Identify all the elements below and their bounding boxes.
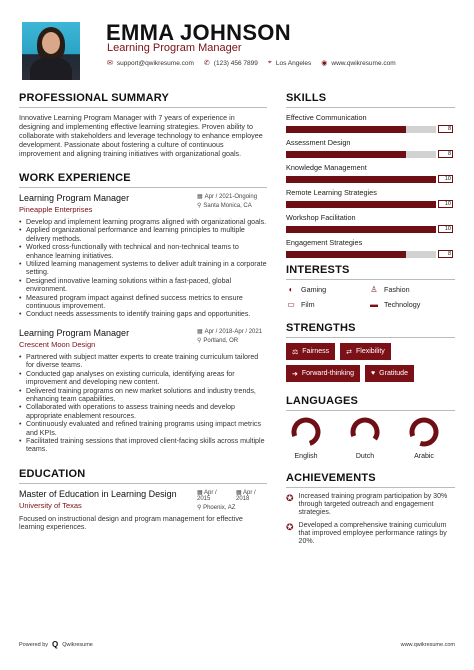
contact-website[interactable]: www.qwikresume.com: [331, 59, 396, 67]
strength-label: Forward-thinking: [301, 370, 355, 377]
skill-score: 10: [438, 225, 453, 233]
language-name: English: [294, 453, 318, 460]
skill-name: Remote Learning Strategies: [286, 188, 377, 197]
strength-tag: [340, 343, 391, 360]
contact-bar: [107, 59, 396, 67]
bullet-item: • Continuously evaluated and refined training programs using impact metrics and KPIs.: [19, 420, 267, 437]
bullet-item: • Applied organizational performance and learning principles to multiple delivery methods.: [19, 226, 267, 243]
summary-heading: PROFESSIONAL SUMMARY: [19, 92, 267, 108]
skill-item: [286, 213, 455, 233]
skill-bar-track: [286, 201, 436, 208]
strengths-list: [286, 343, 455, 382]
achievement-text: Increased training program participation by 30% through targeted outreach and engagement strategies.: [298, 493, 448, 517]
interest-item: [369, 285, 449, 294]
candidate-name: EMMA JOHNSON: [106, 20, 291, 45]
skill-bar-track: [286, 226, 436, 233]
skill-bar: [286, 225, 455, 233]
trophy-icon: ✪: [286, 521, 294, 532]
skill-name: Effective Communication: [286, 113, 367, 122]
skill-score: 8: [438, 125, 453, 133]
language-item: [404, 416, 444, 460]
contact-phone: (123) 456 7899: [213, 59, 258, 67]
arrow-right-icon: ➜: [292, 370, 298, 378]
calendar-icon: ▦: [236, 489, 242, 496]
job-bullets: [19, 353, 267, 454]
skill-name: Workshop Facilitation: [286, 213, 356, 222]
arrows-icon: ⇄: [346, 348, 352, 356]
footer: [19, 640, 455, 649]
experience-heading: WORK EXPERIENCE: [19, 172, 267, 188]
fashion-icon: ♙: [370, 285, 378, 294]
skill-bar-track: [286, 126, 436, 133]
gamepad-icon: ◐: [288, 285, 294, 294]
job-entry: [19, 193, 267, 319]
laptop-icon: ▬: [370, 300, 378, 309]
job-dates: Apr / 2018-Apr / 2021: [204, 328, 263, 335]
profile-photo: [22, 22, 80, 80]
resume-header: [0, 0, 474, 86]
strength-tag: [286, 365, 360, 382]
interests-heading: INTERESTS: [286, 264, 455, 280]
summary-text: Innovative Learning Program Manager with 7 years of experience in designing and implementing effective learning strategies. Proven ability to collaborate with stakeholders and leverage technology to enhance employee development. Passionate about fostering a culture of continuous improvement and aligning training initiatives with organizational goals.: [19, 113, 263, 158]
skill-bar: [286, 150, 455, 158]
interest-label: Technology: [384, 300, 421, 309]
interest-item: [286, 285, 369, 294]
edu-location: Phoenix, AZ: [203, 504, 236, 511]
edu-start: Apr / 2015: [197, 489, 217, 502]
strength-tag: [365, 365, 414, 382]
skill-item: [286, 113, 455, 133]
job-location: Portland, OR: [203, 337, 239, 344]
achievement-item: [286, 522, 455, 547]
left-column: [19, 92, 267, 532]
powered-by-label: Powered by: [19, 641, 49, 648]
edu-description: Focused on instructional design and program management for effective learning experiences.: [19, 514, 243, 532]
brand-name[interactable]: Qwikresume: [62, 641, 93, 648]
languages-list: [286, 416, 444, 460]
film-icon: ▭: [287, 300, 295, 309]
edu-degree: Master of Education in Learning Design: [19, 488, 177, 499]
skill-score: 8: [438, 250, 453, 258]
phone-icon: ✆: [203, 60, 210, 67]
calendar-icon: ▦: [197, 328, 203, 335]
language-item: [286, 416, 326, 460]
location-icon: ⌖: [267, 59, 272, 66]
skills-list: [286, 113, 455, 258]
skill-bar-track: [286, 176, 436, 183]
job-entry: [19, 328, 267, 454]
bullet-item: • Partnered with subject matter experts to create training curriculum tailored for diverse teams.: [19, 353, 267, 370]
calendar-icon: ▦: [197, 194, 203, 200]
bullet-item: • Collaborated with operations to assess training needs and develop appropriate enablement resources.: [19, 403, 267, 420]
email-icon: ✉: [107, 60, 113, 67]
skill-item: [286, 138, 455, 158]
job-title: Learning Program Manager: [19, 327, 130, 338]
achievement-item: [286, 493, 455, 518]
language-name: Dutch: [355, 453, 375, 460]
job-title: Learning Program Manager: [19, 193, 130, 203]
job-company: Crescent Moon Design: [19, 339, 96, 349]
strength-label: Flexibility: [356, 348, 385, 355]
interest-label: Gaming: [301, 285, 327, 294]
strength-tag: [286, 343, 335, 360]
edu-end: Apr / 2018: [236, 489, 256, 502]
skill-name: Engagement Strategies: [286, 238, 363, 247]
job-dates: Apr / 2021-Ongoing: [204, 194, 258, 200]
contact-location: Los Angeles: [275, 59, 312, 67]
candidate-title: Learning Program Manager: [107, 42, 242, 54]
heart-icon: ♥: [371, 370, 376, 377]
language-ring: [408, 416, 440, 448]
interest-item: [369, 300, 449, 309]
bullet-item: • Measured program impact against defined success metrics to ensure continuous improvement.: [19, 294, 267, 311]
skill-bar: [286, 250, 455, 258]
contact-email[interactable]: support@qwikresume.com: [116, 59, 194, 67]
job-company: Pineapple Enterprises: [19, 205, 93, 214]
achievements-heading: ACHIEVEMENTS: [286, 472, 455, 488]
bullet-item: • Conduct needs assessments to identify training gaps and opportunities.: [19, 310, 267, 318]
skill-score: 10: [438, 175, 453, 183]
skill-bar-track: [286, 251, 436, 258]
skill-bar-track: [286, 151, 436, 158]
bullet-item: • Worked cross-functionally with technical and non-technical teams to enhance learning initiatives.: [19, 243, 267, 260]
skill-score: 8: [438, 150, 453, 158]
skills-heading: SKILLS: [286, 92, 455, 108]
scale-icon: ⚖: [292, 348, 299, 356]
education-entry: [19, 489, 267, 511]
bullet-item: • Utilized learning management systems to deliver adult training in a corporate setting.: [19, 260, 267, 277]
bullet-item: • Facilitated training sessions that improved client-facing skills across multiple teams.: [19, 437, 267, 454]
skill-item: [286, 163, 455, 183]
interest-item: [286, 300, 369, 309]
pin-icon: ⚲: [197, 203, 202, 209]
skill-bar-fill: [286, 176, 436, 183]
bullet-item: • Develop and implement learning programs aligned with organizational goals.: [19, 218, 267, 226]
language-ring: [290, 416, 322, 448]
interest-label: Film: [301, 300, 315, 309]
job-bullets: [19, 218, 267, 319]
skill-name: Assessment Design: [286, 138, 351, 147]
education-heading: EDUCATION: [19, 468, 267, 484]
pin-icon: ⚲: [197, 504, 202, 511]
calendar-icon: ▦: [197, 489, 203, 496]
trophy-icon: ✪: [286, 493, 294, 503]
footer-website[interactable]: www.qwikresume.com: [400, 641, 455, 648]
right-column: [286, 92, 455, 550]
skill-bar-fill: [286, 151, 406, 158]
language-name: Arabic: [414, 453, 434, 460]
skill-name: Knowledge Management: [286, 163, 367, 172]
skill-item: [286, 188, 455, 208]
skill-score: 10: [438, 200, 453, 208]
bullet-item: • Designed innovative learning solutions within a fast-paced, global environment.: [19, 277, 267, 294]
skill-bar-fill: [286, 201, 436, 208]
bullet-item: • Delivered training programs on new market solutions and industry trends, enhancing team capabilities.: [19, 387, 267, 404]
achievement-text: Developed a comprehensive training curriculum that improved employee performance ratings by 20%.: [298, 521, 447, 546]
strength-label: Fairness: [302, 348, 330, 355]
languages-heading: LANGUAGES: [286, 395, 455, 411]
skill-bar: [286, 175, 455, 183]
interest-label: Fashion: [384, 285, 410, 294]
pin-icon: ⚲: [197, 337, 202, 344]
language-item: [345, 416, 385, 460]
interests-list: [286, 285, 455, 309]
globe-icon: ◉: [321, 60, 328, 67]
job-location: Santa Monica, CA: [203, 203, 252, 209]
skill-bar-fill: [286, 251, 406, 258]
skill-bar-fill: [286, 226, 436, 233]
skill-item: [286, 238, 455, 258]
skill-bar-fill: [286, 126, 406, 133]
skill-bar: [286, 200, 455, 208]
skill-bar: [286, 125, 455, 133]
bullet-item: • Conducted gap analyses on existing curricula, identifying areas for improvement and developing new content.: [19, 370, 267, 387]
strength-label: Gratitude: [379, 370, 408, 377]
language-ring: [349, 416, 381, 448]
language-ring-fill: [409, 417, 440, 448]
strengths-heading: STRENGTHS: [286, 322, 455, 338]
qwikresume-logo-icon: Q: [52, 640, 59, 649]
edu-school: University of Texas: [19, 500, 82, 510]
